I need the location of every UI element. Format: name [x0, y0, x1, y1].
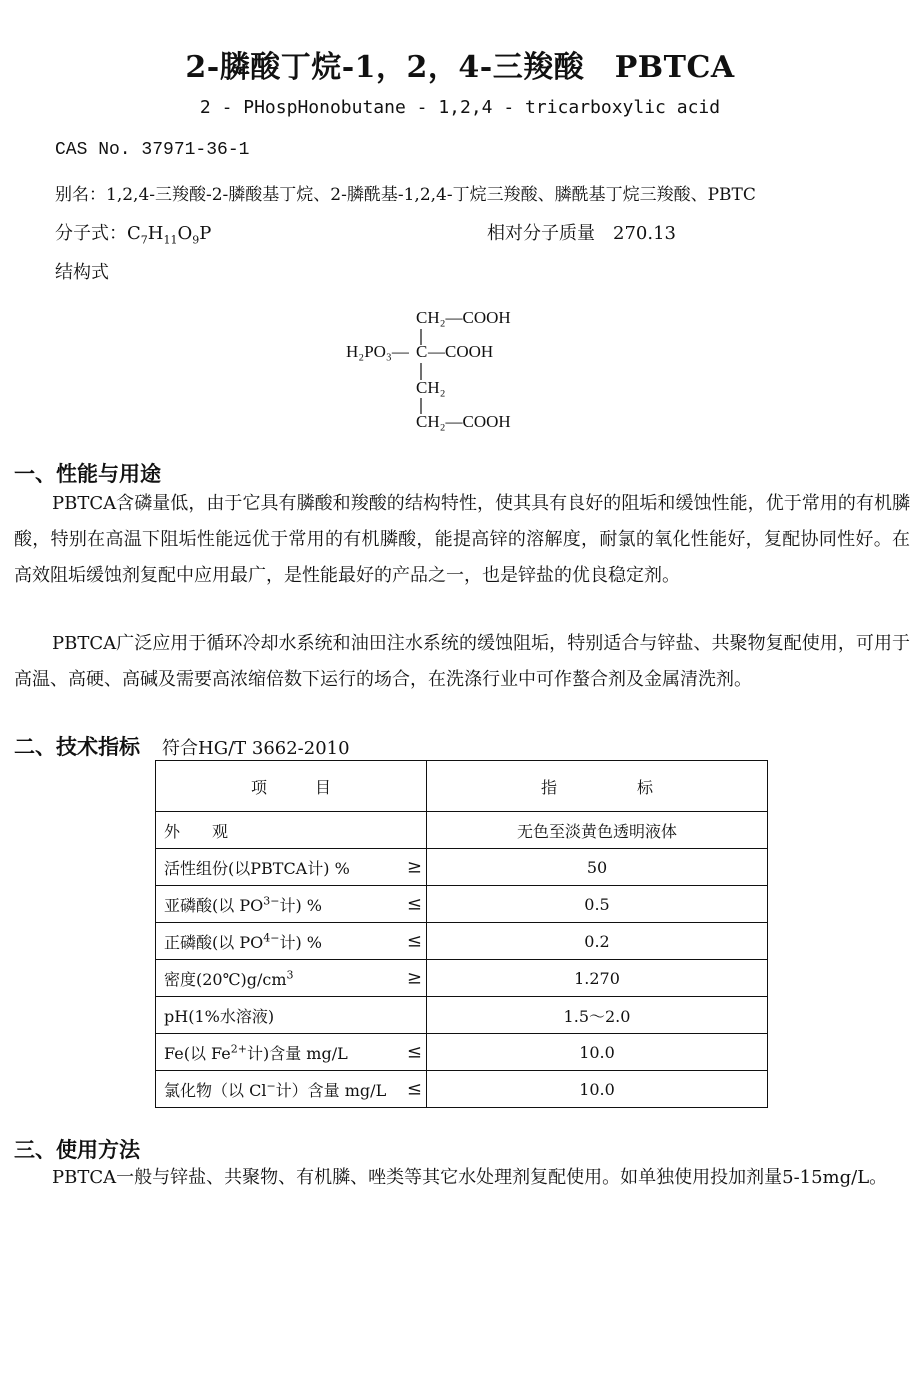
comparison-op: ≤ — [406, 1041, 422, 1063]
row-value: 10.0 — [427, 1034, 768, 1071]
table-row — [156, 1071, 768, 1108]
table-row — [156, 960, 768, 997]
row-item: pH(1%水溶液) — [156, 997, 427, 1034]
table-row — [156, 812, 768, 849]
comparison-op: ≤ — [406, 893, 422, 915]
header-item: 项 目 — [156, 761, 427, 812]
structure-bonds — [330, 296, 590, 446]
cas-number: CAS No. 37971-36-1 — [55, 140, 250, 160]
table-row — [156, 923, 768, 960]
structure-left-group: H₂PO₃— — [346, 342, 409, 361]
specs-heading-text: 二、技术指标 — [14, 734, 140, 759]
row-item: Fe(以 $Fe^{2+}$计)含量 mg/L ≤ — [156, 1034, 427, 1071]
row-value: 1.270 — [427, 960, 768, 997]
section-heading-properties: 一、性能与用途 — [14, 461, 161, 486]
structure-bottom-group: CH₂—COOH — [416, 412, 511, 431]
row-value: 10.0 — [427, 1071, 768, 1108]
usage-paragraph: PBTCA一般与锌盐、共聚物、有机膦、唑类等其它水处理剂复配使用。如单独使用投加剂量5-15mg/L。 — [52, 1167, 888, 1188]
table-row — [156, 1034, 768, 1071]
structure-label: 结构式 — [55, 262, 109, 283]
row-item: 氯化物（以 Cl−计）含量 mg/L ≤ — [156, 1071, 427, 1108]
table-row — [156, 886, 768, 923]
row-item: 密度$(20℃)g/cm^3$ ≥ — [156, 960, 427, 997]
row-value: 无色至淡黄色透明液体 — [427, 812, 768, 849]
comparison-op: ≥ — [406, 856, 422, 878]
spec-table — [155, 760, 768, 1108]
formula-row — [55, 219, 875, 247]
structure-center-carbon: C — [416, 342, 428, 361]
row-item: 正磷酸(以 $PO^{4-}$计) % ≤ — [156, 923, 427, 960]
comparison-op: ≤ — [406, 1078, 422, 1100]
specs-standard: 符合HG/T 3662-2010 — [162, 738, 350, 759]
spec-table-header — [156, 761, 768, 812]
row-value: 0.2 — [427, 923, 768, 960]
properties-paragraph-2: PBTCA广泛应用于循环冷却水系统和油田注水系统的缓蚀阻垢，特别适合与锌盐、共聚物复配使用，可用于高温、高硬、高碱及需要高浓缩倍数下运行的场合，在洗涤行业中可作螯合剂及金属清洗剂。 — [14, 633, 910, 690]
formula-label: 分子式： — [55, 223, 127, 244]
structure-right-group: —COOH — [428, 342, 494, 361]
structural-formula — [330, 296, 590, 446]
row-value: 50 — [427, 849, 768, 886]
section-heading-usage: 三、使用方法 — [14, 1137, 140, 1162]
table-row — [156, 997, 768, 1034]
structure-middle-ch2: CH₂ — [416, 378, 446, 397]
molecular-formula: $C_7H_{11}O_9P$ — [127, 223, 212, 247]
row-value: 1.5～2.0 — [427, 997, 768, 1034]
table-row — [156, 849, 768, 886]
row-value: 0.5 — [427, 886, 768, 923]
row-item: 外 观 — [156, 812, 427, 849]
molecular-weight: 相对分子质量 270.13 — [487, 223, 676, 244]
properties-paragraph-1: PBTCA含磷量低，由于它具有膦酸和羧酸的结构特性，使其具有良好的阻垢和缓蚀性能，优于常用的有机膦酸，特别在高温下阻垢性能远优于常用的有机膦酸，能提高锌的溶解度，耐氯的氧化性能好，复配协同性好。在高效阻垢缓蚀剂复配中应用最广，是性能最好的产品之一，也是锌盐的优良稳定剂。 — [14, 493, 910, 586]
comparison-op: ≤ — [406, 930, 422, 952]
row-item: 亚磷酸(以 $PO^{3-}$计) % ≤ — [156, 886, 427, 923]
structure-top-group: CH₂—COOH — [416, 308, 511, 327]
comparison-op: ≥ — [406, 967, 422, 989]
alias-names: 别名：1,2,4-三羧酸-2-膦酸基丁烷、2-膦酰基-1,2,4-丁烷三羧酸、膦酰基丁烷三羧酸、PBTC — [55, 185, 756, 205]
page-title: 2-膦酸丁烷-1，2，4-三羧酸 PBTCA — [185, 50, 735, 85]
header-value: 指 标 — [427, 761, 768, 812]
page-subtitle: 2 - PHospHonobutane - 1,2,4 - tricarboxylic acid — [199, 97, 721, 118]
row-item: 活性组份(以PBTCA计) % ≥ — [156, 849, 427, 886]
section-heading-specs — [14, 731, 350, 761]
